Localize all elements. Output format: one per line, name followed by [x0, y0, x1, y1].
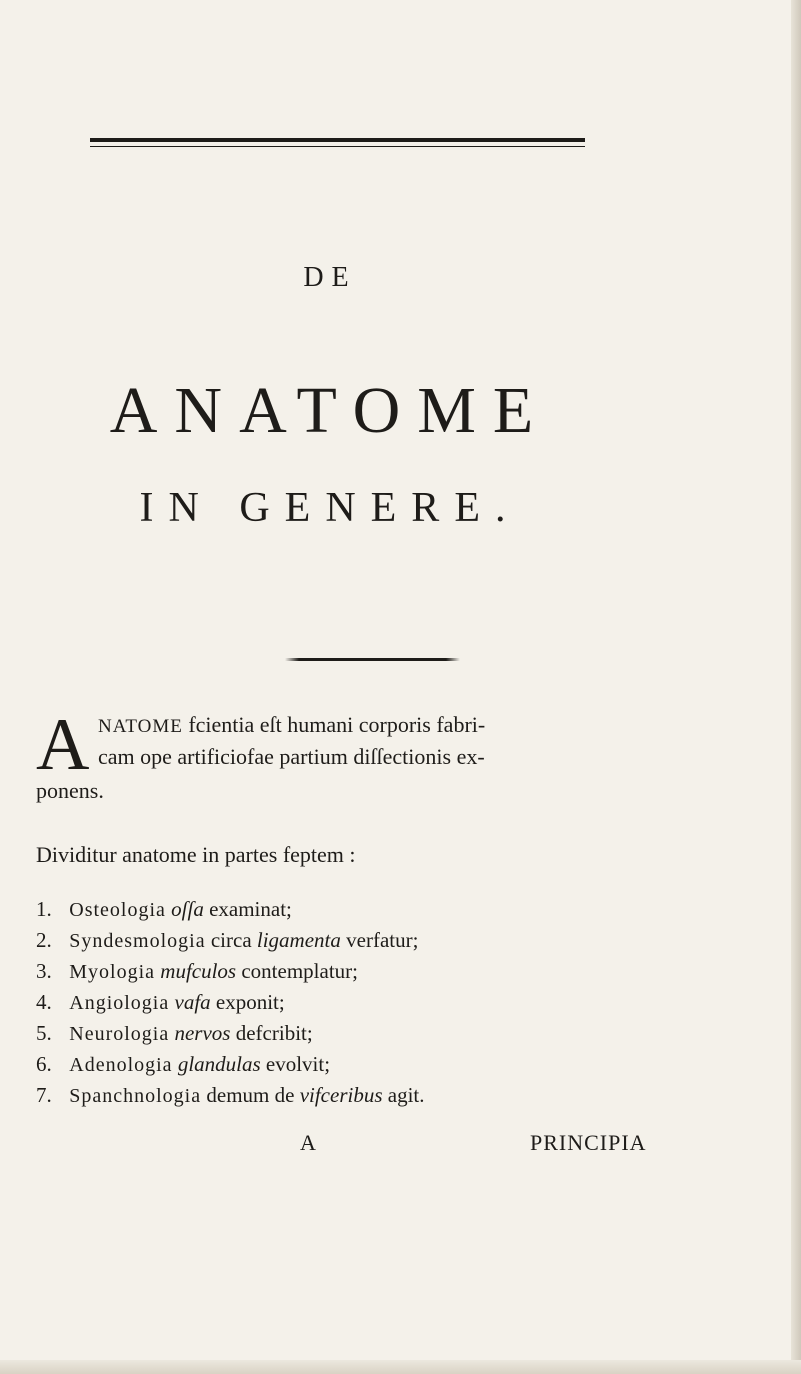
item-object: ligamenta: [256, 928, 341, 952]
item-name: Angiologia: [69, 992, 170, 1014]
heading-subtitle: IN GENERE.: [139, 485, 521, 531]
item-object: vafa: [174, 990, 211, 1014]
intro-smallcaps: NATOME: [98, 716, 183, 737]
heading-de: DE: [303, 262, 357, 293]
item-name: Osteologia: [69, 899, 166, 921]
drop-cap: A: [36, 704, 90, 786]
list-item: [36, 987, 676, 1018]
item-number: 7.: [36, 1083, 52, 1107]
catchword: PRINCIPIA: [530, 1130, 647, 1155]
item-object: oſſa: [171, 897, 204, 921]
dividitur-sentence: Dividitur anatome in partes feptem :: [36, 842, 356, 867]
item-number: 2.: [36, 928, 52, 952]
list-item: [36, 1049, 676, 1080]
list-item: [36, 1018, 676, 1049]
item-name: Neurologia: [69, 1023, 170, 1045]
heading-title: ANATOME: [109, 374, 551, 447]
intro-line-1-text: fcientia eſt humani corporis fabri-: [188, 712, 486, 737]
intro-line-2: cam ope artificiofae partium diſſectionis ex-: [98, 744, 485, 769]
top-rule-thin: [90, 146, 585, 147]
item-preposition: demum de: [206, 1083, 295, 1107]
item-number: 6.: [36, 1052, 52, 1076]
item-number: 1.: [36, 897, 52, 921]
signature-mark: A: [300, 1130, 316, 1155]
item-verb: exponit;: [215, 990, 285, 1014]
item-verb: evolvit;: [265, 1052, 331, 1076]
item-name: Myologia: [69, 961, 156, 983]
item-verb: defcribit;: [235, 1021, 313, 1045]
top-rule: [90, 138, 585, 142]
parts-list: [36, 894, 676, 1111]
item-object: mufculos: [160, 959, 237, 983]
item-verb: examinat;: [209, 897, 292, 921]
item-verb: agit.: [387, 1083, 425, 1107]
item-object: vifceribus: [299, 1083, 383, 1107]
intro-line-3: ponens.: [36, 778, 104, 803]
item-number: 4.: [36, 990, 52, 1014]
item-number: 5.: [36, 1021, 52, 1045]
page-edge-bottom: [0, 1360, 801, 1374]
item-object: glandulas: [177, 1052, 261, 1076]
item-name: Spanchnologia: [69, 1085, 202, 1107]
list-item: [36, 894, 676, 925]
item-name: Syndesmologia: [69, 930, 206, 952]
list-item: [36, 956, 676, 987]
middle-rule: [285, 658, 460, 661]
intro-line-1: [98, 712, 485, 738]
item-number: 3.: [36, 959, 52, 983]
page-edge: [791, 0, 801, 1374]
list-item: [36, 925, 676, 956]
item-verb: contemplatur;: [241, 959, 358, 983]
item-verb: verfatur;: [346, 928, 419, 952]
item-preposition: circa: [210, 928, 252, 952]
item-object: nervos: [174, 1021, 231, 1045]
list-item: [36, 1080, 676, 1111]
item-name: Adenologia: [69, 1054, 173, 1076]
